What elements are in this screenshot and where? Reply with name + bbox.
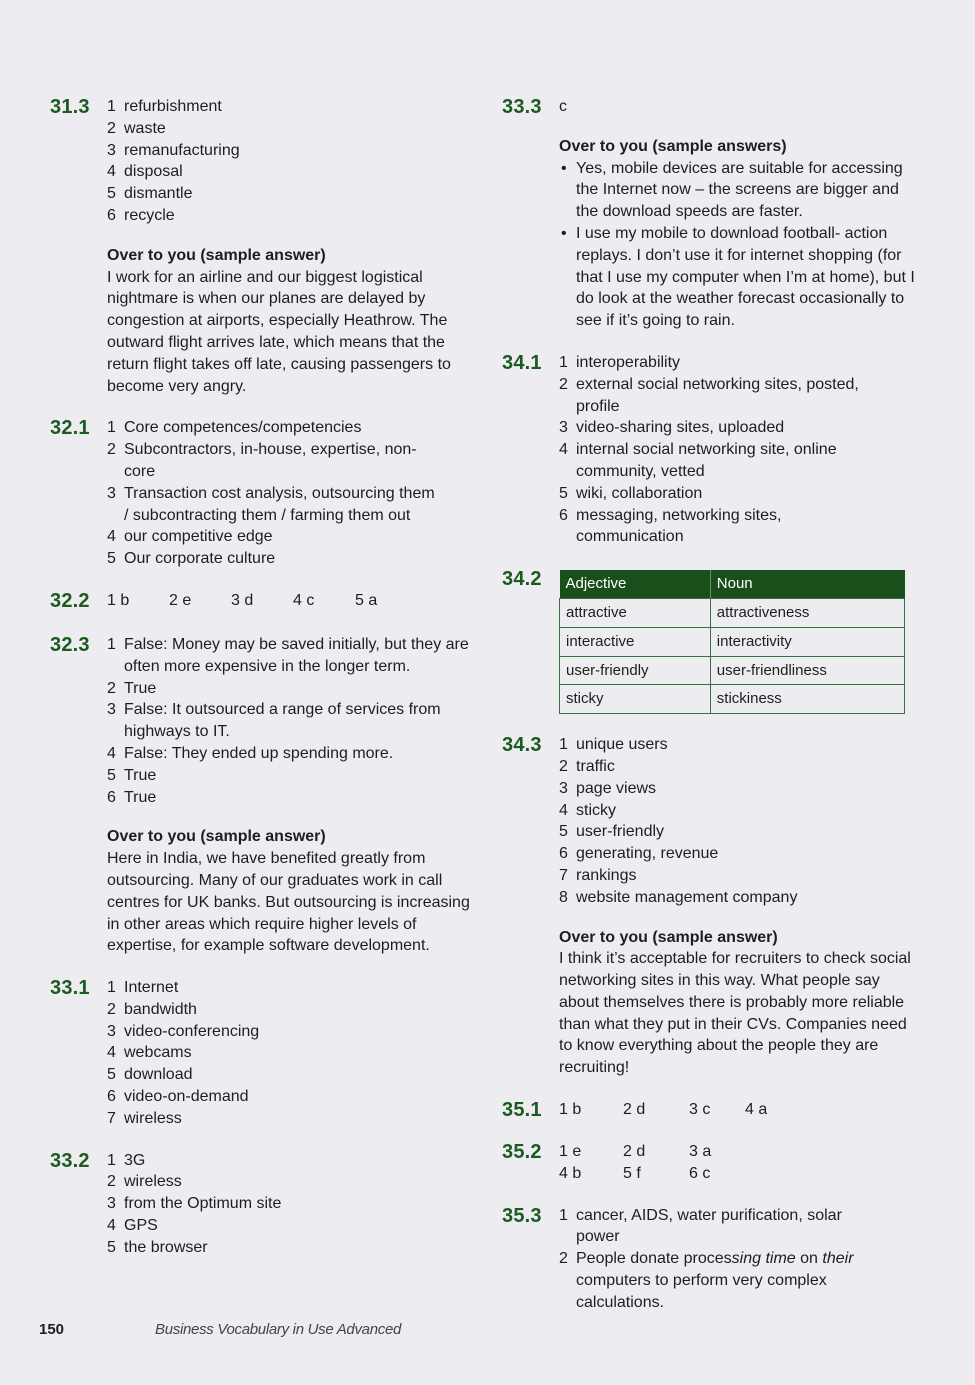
sample-answers-list [559, 158, 922, 332]
exercise-number: 35.3 [502, 1204, 542, 1227]
over-to-you-heading: Over to you (sample answer) [559, 928, 778, 946]
page-number: 150 [39, 1321, 65, 1338]
exercise-number: 35.1 [502, 1099, 542, 1122]
table-cell: user-friendliness [710, 656, 904, 685]
answer-item: 6 generating, revenue [559, 845, 719, 863]
exercise-number: 32.3 [50, 633, 90, 656]
table-cell: interactive [560, 627, 711, 656]
answer-item: 1 Internet [107, 979, 179, 997]
answer-pair: 3 c [689, 1101, 711, 1119]
exercise-number: 32.2 [50, 589, 90, 612]
answer-item: 1 unique users [559, 736, 668, 754]
answer-item: 5 dismantle [107, 185, 193, 203]
answer-item: 3 video-conferencing [107, 1022, 260, 1040]
answer-item: 1 interoperability [559, 353, 681, 371]
answer-pair: 2 d [623, 1101, 646, 1119]
table-cell: stickiness [710, 685, 904, 714]
bullet-icon: • [561, 224, 567, 242]
answer-item: 4 internal social networking site, online community, vetted [559, 441, 837, 480]
answer-item: 2 People donate processing time on their computers to perform very complex calculations. [559, 1250, 854, 1311]
answer-item: 4 disposal [107, 163, 183, 181]
table-cell: user-friendly [560, 656, 711, 685]
answer-item: 4 webcams [107, 1044, 192, 1062]
exercise-32-1 [50, 417, 470, 570]
answer-pair: 1 b [107, 591, 130, 609]
exercise-number: 32.1 [50, 417, 90, 440]
exercise-number: 34.2 [502, 568, 542, 591]
list-item: • I use my mobile to download football- action replays. I don’t use it for internet shopping (for that I use my computer when I’m at home), but I do look at the weather forecast occasionally to see if it’s going to rain. [559, 223, 922, 332]
answer-item: 3 video-sharing sites, uploaded [559, 419, 785, 437]
answer-item: 1 Core competences/competencies [107, 419, 362, 437]
table-cell: interactivity [710, 627, 904, 656]
table-cell: attractiveness [710, 598, 904, 627]
answer-item: 4 sticky [559, 801, 616, 819]
answer-pair: 3 a [689, 1143, 712, 1161]
answer-pair: 5 a [355, 591, 378, 609]
answer-item: 1 refurbishment [107, 98, 222, 115]
answer-item: 5 user-friendly [559, 823, 665, 841]
adjective-noun-table [559, 570, 905, 714]
answer-item: 2 wireless [107, 1173, 182, 1191]
answer-item: 5 the browser [107, 1238, 208, 1256]
answer-item: 5 Our corporate culture [107, 550, 276, 568]
answer-text: c [559, 98, 567, 115]
exercise-number: 35.2 [502, 1141, 542, 1164]
answer-item: 3 page views [559, 779, 657, 797]
answer-item: 4 our competitive edge [107, 528, 273, 546]
answer-pair: 1 b [559, 1101, 582, 1119]
over-to-you-text: Here in India, we have benefited greatly from outsourcing. Many of our graduates work in call centres for UK banks. But outsourcing is increasing in other areas which require higher levels of expertise, for example software development. [107, 850, 470, 955]
exercise-number: 34.3 [502, 734, 542, 757]
exercise-33-3 [502, 96, 922, 332]
table-row [560, 656, 905, 685]
exercise-number: 33.1 [50, 977, 90, 1000]
answer-item: 2 Subcontractors, in-house, expertise, non-core [107, 441, 417, 480]
table-row [560, 598, 905, 627]
answer-item: 1 cancer, AIDS, water purification, solar power [559, 1206, 842, 1246]
exercise-number: 34.1 [502, 351, 542, 374]
table-row [560, 627, 905, 656]
answer-item: 2 external social networking sites, posted, profile [559, 375, 859, 415]
exercise-number: 33.2 [50, 1149, 90, 1172]
answer-pair: 3 d [231, 591, 254, 609]
table-row [560, 685, 905, 714]
over-to-you-text: I work for an airline and our biggest logistical nightmare is when our planes are delayed by congestion at airports, especially Heathrow. The outward flight arrives late, which means that the return flight takes off late, causing passengers to become very angry. [107, 268, 451, 395]
list-item: • Yes, mobile devices are suitable for accessing the Internet now – the screens are bigger and the download speeds are faster. [559, 158, 922, 223]
answer-item: 2 waste [107, 119, 166, 137]
answer-item: 7 rankings [559, 866, 637, 884]
answer-item: 1 3G [107, 1151, 146, 1169]
answer-item: 3 from the Optimum site [107, 1195, 282, 1213]
bullet-icon: • [561, 159, 567, 177]
answer-pair: 2 e [169, 591, 192, 609]
exercise-34-3 [502, 734, 922, 1079]
exercise-35-2 [502, 1141, 922, 1185]
answer-item: 6 video-on-demand [107, 1088, 249, 1106]
right-column [502, 96, 922, 1314]
exercise-32-2 [50, 590, 470, 614]
book-title: Business Vocabulary in Use Advanced [155, 1321, 402, 1338]
answer-item: 1 False: Money may be saved initially, but they are often more expensive in the longer term. [107, 635, 469, 675]
answer-item: 2 traffic [559, 757, 615, 775]
answer-item: 4 False: They ended up spending more. [107, 744, 394, 762]
column-header: Noun [710, 570, 904, 598]
answer-item: 5 download [107, 1066, 193, 1084]
answer-item: 5 wiki, collaboration [559, 484, 703, 502]
answer-item: 7 wireless [107, 1109, 182, 1127]
table-cell: attractive [560, 598, 711, 627]
exercise-35-1 [502, 1099, 922, 1123]
answer-item: 6 recycle [107, 206, 175, 224]
answer-item: 2 bandwidth [107, 1000, 197, 1018]
table-header-row [560, 570, 905, 598]
answer-pair: 2 d [623, 1143, 646, 1161]
answer-item: 6 True [107, 788, 157, 806]
over-to-you-heading: Over to you (sample answer) [107, 828, 326, 846]
answer-item: 3 False: It outsourced a range of services from highways to IT. [107, 701, 441, 741]
answer-pair: 4 b [559, 1164, 582, 1182]
answer-item: 6 messaging, networking sites, communication [559, 506, 782, 546]
answer-pair: 6 c [689, 1164, 711, 1182]
over-to-you-heading: Over to you (sample answer) [107, 246, 326, 264]
answer-pair: 5 f [623, 1164, 641, 1182]
exercise-33-1 [50, 977, 470, 1130]
answer-item: 3 remanufacturing [107, 141, 240, 159]
answer-pair: 1 e [559, 1143, 582, 1161]
column-header: Adjective [560, 570, 711, 598]
answer-item: 5 True [107, 766, 157, 784]
answer-item: 3 Transaction cost analysis, outsourcing them / subcontracting them / farming them out [107, 484, 435, 524]
answer-item: 2 True [107, 679, 157, 697]
table-cell: sticky [560, 685, 711, 714]
exercise-35-3 [502, 1205, 922, 1314]
left-column [50, 96, 470, 1259]
answer-item: 8 website management company [559, 888, 798, 906]
answer-pair: 4 c [293, 591, 315, 609]
answer-pair: 4 a [745, 1101, 768, 1119]
exercise-34-1 [502, 352, 922, 548]
answer-item: 4 GPS [107, 1217, 158, 1235]
exercise-32-3 [50, 634, 470, 957]
exercise-number: 31.3 [50, 96, 90, 118]
over-to-you-heading: Over to you (sample answers) [559, 137, 787, 155]
exercise-33-2 [50, 1150, 470, 1259]
exercise-number: 33.3 [502, 96, 542, 118]
exercise-31-3 [50, 96, 470, 397]
over-to-you-text: I think it’s acceptable for recruiters to check social networking sites in this way. What people say about themselves there is probably more reliable than what they put in their CVs. Companies need to know everything about the people they are recruiting! [559, 950, 911, 1077]
exercise-34-2 [502, 568, 922, 714]
